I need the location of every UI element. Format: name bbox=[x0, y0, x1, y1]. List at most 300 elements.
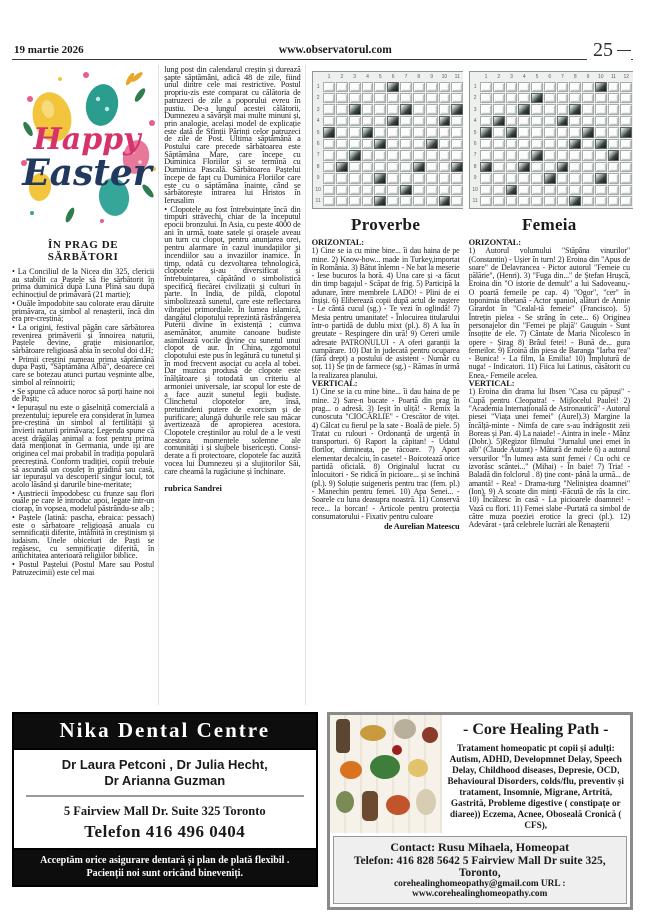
grid-index-number: 5 bbox=[473, 129, 477, 136]
grid-index-number: 4 bbox=[473, 118, 477, 125]
crossword-cell bbox=[336, 93, 348, 103]
crossword-cell bbox=[557, 82, 569, 92]
crossword-cell bbox=[582, 93, 594, 103]
crossword-cell bbox=[426, 150, 438, 160]
crossword-cell bbox=[582, 82, 594, 92]
crossword-cell bbox=[557, 150, 569, 160]
crossword-cell bbox=[595, 173, 607, 183]
grid-index-number: 6 bbox=[548, 74, 552, 80]
crossword-cell bbox=[608, 173, 620, 183]
crossword-cell bbox=[400, 139, 412, 149]
grid-index-number: 10 bbox=[472, 186, 478, 193]
crossword-cell bbox=[493, 173, 505, 183]
grid-index-number: 12 bbox=[623, 74, 629, 80]
crossword-cell bbox=[413, 150, 425, 160]
masthead bbox=[12, 34, 633, 60]
crossword-cell bbox=[349, 162, 361, 172]
crossword-cell bbox=[544, 196, 556, 206]
crossword-title: Femeia bbox=[521, 215, 577, 234]
nika-ad-footer bbox=[14, 850, 316, 885]
crossword-cell bbox=[493, 82, 505, 92]
grid-index-number: 11 bbox=[472, 198, 478, 205]
grid-index-number: 10 bbox=[315, 186, 321, 193]
crossword-cell bbox=[400, 127, 412, 137]
middle-column-text bbox=[164, 66, 300, 475]
crossword-cell bbox=[608, 185, 620, 195]
grid-index-number: 9 bbox=[586, 74, 590, 80]
crossword-cell bbox=[451, 82, 462, 92]
vertical-label: VERTICAL: bbox=[311, 379, 358, 389]
crossword-cell bbox=[439, 185, 451, 195]
crossword-cell bbox=[531, 139, 543, 149]
grid-index-number: 4 bbox=[522, 74, 526, 80]
crossword-cell bbox=[349, 116, 361, 126]
grid-index-number: 2 bbox=[497, 74, 501, 80]
crossword-cell bbox=[336, 104, 348, 114]
crossword-cell bbox=[493, 150, 505, 160]
crossword-cell bbox=[531, 116, 543, 126]
crossword-cell bbox=[374, 82, 386, 92]
crossword-cell bbox=[544, 139, 556, 149]
article-byline: rubrica Sandrei bbox=[164, 483, 222, 494]
grid-index-number: 3 bbox=[316, 106, 320, 113]
crossword-cell bbox=[426, 116, 438, 126]
grid-index-number: 10 bbox=[597, 74, 604, 80]
crossword-cell bbox=[595, 82, 607, 92]
crossword-cell bbox=[374, 150, 386, 160]
crossword-cell bbox=[387, 150, 399, 160]
crossword-cell bbox=[362, 116, 374, 126]
crossword-cell bbox=[349, 185, 361, 195]
crossword-cell bbox=[349, 196, 361, 206]
crossword-cell bbox=[557, 185, 569, 195]
crossword-cell bbox=[323, 104, 335, 114]
crossword-cell bbox=[569, 185, 581, 195]
left-column bbox=[12, 65, 159, 705]
crossword-cell bbox=[451, 127, 462, 137]
orizontal-clues: 1) Autorul volumului "Stăpâna vinurilor" (Constantin) - Ușier în turn! 2) Eroina din "Apus de soare" de Delavrancea - Pictor autorul "Femeie cu pălărie", (Henri). 3) "Fuga din..." de Ștefan Hrușcă, Eroina din "O istorie de demult" a lui Sadoveanu,- O poartă femeile pe cap. 4) "Ogor", "cer" în toponimia tibetană - Actor spaniol, alături de Annie Girardot în "Cealal-tă femeie" (Francisco). 5) Întrețin pielea - Se strâng în cete... 6) Originea personajelor din "Femei pe plajă" Gauguin - Sunt însoțite de ele. 7) Cântate de Maria Nicolesco în opere - Șirag 8) Brâul fetei! - Bună de... gura femeilor. 9) Eroină din piesa de Baranga "Iarba rea" - Bunica! - La film, la Emilia! 10) Împlutură de nuga! - Indicatori. 11) Fiica lui Latinus, căsătorit cu Enea,- Femeile acelea. bbox=[468, 246, 630, 380]
grid-index-number: 1 bbox=[316, 83, 320, 90]
crossword-cell bbox=[413, 104, 425, 114]
crossword-cell bbox=[374, 185, 386, 195]
crossword-cell bbox=[518, 196, 530, 206]
crossword-cell bbox=[480, 93, 492, 103]
crossword-cell bbox=[531, 82, 543, 92]
crossword-cell bbox=[569, 82, 581, 92]
crossword-cell bbox=[544, 185, 556, 195]
crossword-cell bbox=[387, 93, 399, 103]
crossword-cell bbox=[582, 162, 594, 172]
crossword-cell bbox=[493, 93, 505, 103]
crossword-cell bbox=[518, 116, 530, 126]
crossword-cell bbox=[439, 162, 451, 172]
crossword-cell bbox=[493, 185, 505, 195]
crossword-grid-femeia bbox=[469, 71, 633, 209]
paragraph: • Primii creștini numeau prima săptămână dupa Paști, "Săptămâna Albă", deoarece cei care se botezau atunci purtau veșminte albe, simbol al reînnoirii; bbox=[12, 354, 155, 387]
vertical-label: VERTICAL: bbox=[468, 379, 515, 389]
crossword-cell bbox=[518, 173, 530, 183]
crossword-cell bbox=[569, 127, 581, 137]
easter-art-word-happy: Happy bbox=[33, 122, 141, 157]
crossword-cell bbox=[518, 185, 530, 195]
paragraph: • La origini, festival păgân care sărbătorea revenirea primăverii și înnoirea naturii, Paștele devine, grație misionarilor, sărbătoare religioasă abia în secolul doi d.H; bbox=[12, 322, 155, 356]
grid-index-number: 3 bbox=[473, 106, 477, 113]
crossword-cell bbox=[426, 82, 438, 92]
crossword-cell bbox=[557, 93, 569, 103]
core-contact-name: Contact: Rusu Mihaela, Homeopat bbox=[390, 840, 570, 854]
grid-index-number: 5 bbox=[535, 74, 539, 80]
crossword-cell bbox=[362, 93, 374, 103]
paragraph: • La Conciliul de la Nicea din 325, clericii au stabilit ca Paștele să fie sărbătorit în prima duminică după Luna Plină sau după echinocțiul de primăvară (21 martie); bbox=[12, 267, 155, 300]
crossword-cell bbox=[493, 116, 505, 126]
crossword-cell bbox=[451, 116, 462, 126]
crossword-cell bbox=[506, 82, 518, 92]
crossword-cell bbox=[608, 116, 620, 126]
crossword-cell bbox=[518, 127, 530, 137]
crossword-cell bbox=[362, 173, 374, 183]
crossword-cell bbox=[451, 196, 462, 206]
crossword-cell bbox=[595, 93, 607, 103]
crossword-cell bbox=[518, 93, 530, 103]
crossword-cell bbox=[569, 173, 581, 183]
crossword-cell bbox=[480, 173, 492, 183]
page-content bbox=[12, 65, 633, 705]
core-ad-top bbox=[330, 715, 631, 833]
crossword-cell bbox=[336, 162, 348, 172]
crossword-cell bbox=[480, 82, 492, 92]
grid-index-number: 5 bbox=[316, 129, 320, 136]
crossword-cell bbox=[336, 127, 348, 137]
crossword-proverbe bbox=[306, 65, 463, 705]
crossword-cell bbox=[569, 93, 581, 103]
crossword-cell bbox=[582, 185, 594, 195]
crossword-cell bbox=[400, 173, 412, 183]
middle-column bbox=[159, 65, 305, 705]
crossword-cell bbox=[620, 162, 632, 172]
crossword-cell bbox=[531, 173, 543, 183]
crossword-cell bbox=[374, 162, 386, 172]
paragraph: • Iepurașul nu este o găselniță comercială a prezentului: iepurele era considerat în lumea pre-creștină un simbol al fertilității și învierii naturii primăvara; Legenda spune că acest drăgălaș animal a fost pentru prima dată menționat în Germania, unde își are originea cel mai probabil în tradiția populară precreștină. Conform tradiției, copiii trebuie să ascundă un coșuleț în grădină sau casă, iar iepurașul va descoperii singur locul, tot acolo lăsând și darurile bine-meritate; bbox=[12, 402, 155, 489]
grid-index-number: 2 bbox=[316, 95, 320, 102]
grid-index-number: 10 bbox=[441, 74, 448, 80]
crossword-cell bbox=[620, 139, 632, 149]
grid-index-number: 2 bbox=[340, 74, 344, 80]
crossword-cell bbox=[387, 127, 399, 137]
crossword-cell bbox=[480, 104, 492, 114]
vertical-clues: 1) Eroina din drama lui Ibsen "Casa cu păpuși" -Cupă pentru Cleopatra! - Mijlocelul Paulei! 2) "Academia Internațională de Astronautică" - Autorul piesei "Viața unei femei" (Aurel).3) Margine la încălță-minte - Nimfa de care s-au îndrăgostit zeii Boreas și Pan. 4) La naiade! - Aintra in inele - Mânz (Dobr.). 5)Regizor filmului "Jurnalul unei emei în alb" (Claude Autant) - Mătură de nuiele 6) a autorul versurilor "În lumea asta sunt femei / Cu ochi ce izvorăsc scântei..." (Mihai) - În baie! 7) Tria! - Baladă din folclorul . 8) ține cont- până la urmă... de amantă! - Rea! - Drama-turg "Neliniștea doamnei" (Ion). 9) A scoate din minți -Făcută de râs la circ. 10) Încălzesc în casă - La picioarele doamnei! - Vază cu flori. 11) Femei slabe -Purtată ca simbol de către muza poeziei erotice la greci (pl.). 12) Adevărat - țară celebrele lucrări ale Renașterii bbox=[468, 387, 630, 530]
crossword-cell bbox=[413, 93, 425, 103]
crossword-cell bbox=[413, 162, 425, 172]
crossword-cell bbox=[387, 82, 399, 92]
happy-easter-artwork bbox=[12, 65, 159, 233]
crossword-cell bbox=[413, 196, 425, 206]
orizontal-label: ORIZONTAL: bbox=[468, 238, 521, 247]
crossword-cell bbox=[544, 173, 556, 183]
crossword-cell bbox=[400, 93, 412, 103]
paragraph: • Paștele (latină: pascha, ebraica: pessach) este o sărbatoare religioasă anuala cu semnificații diferite, întâlnită în creștinism și iudaism. Unele obiceiuri de Paști se regăsesc, cu semnificație diferită, în antichitatea anterioară religiilor biblice. bbox=[12, 512, 155, 561]
grid-index-number: 1 bbox=[484, 74, 488, 80]
site-url: www.observatorul.com bbox=[278, 44, 392, 56]
crossword-cell bbox=[506, 162, 518, 172]
crossword-cell bbox=[518, 104, 530, 114]
nika-address: 5 Fairview Mall Dr. Suite 325 Toronto bbox=[63, 804, 266, 818]
grid-index-number: 2 bbox=[473, 95, 477, 102]
crossword-cell bbox=[439, 116, 451, 126]
grid-index-number: 3 bbox=[353, 74, 357, 80]
paragraph: • Se spune că aduce noroc să porți haine noi de Paști; bbox=[12, 386, 155, 404]
grid-index-number: 7 bbox=[561, 74, 564, 80]
orizontal-clues: 1) Cine se ia cu mine bine... îi dau haina de pe mine. 2) Know-how... made in Turkey,importat în România. 3) Bătut înlemn - Ne bat la meserie - Iese bucuros la horă. 4) Una care și -a făcut din timp bagajul - Scăpat de frig. 5) Participă la adunare, între membrele LADO! - Plini de ei înșiși. 6) Eliberează copii după actul de naștere - Le cântă cucul (sg.) - Te vezi în oglindă! 7) Mesia pentru umanitate! - Înlocuirea titularului într-o partidă de dublu mixt (pl.). 8) A lua în greutate - Respingere din ură! 9) Cereri umile adresate PATRONULUI - A oferi garanții la cumpărare. 10) Dat în judecată pentru ocuparea (fără drept) a postului de asistent - Număr cu soț. 11) Se țin de farmece (sg.) - Rămas în urmă la realizarea planului. bbox=[311, 246, 460, 380]
crossword-cell bbox=[582, 196, 594, 206]
paragraph: lung post din calendarul creștin și durează șapte săptămâni, adică 48 de zile, fiind unul dintre cele mai restrictive. Postul propriu-zis este comparat cu călătoria de patruzeci de zile a poporului evreu în pustiu. De-a lungul acestei călătorii, Dumnezeu a săvârșit mai multe minuni și, prin analogie, același model de explicație este dată de Sfinții Părinți celor patruzeci de zile de Post. Ultima săptămână a Postului care precede sărbătoarea este Săptămâna Mare, care începe cu Duminica Floriilor și se termină cu Duminica Pascală. Sărbătoarea Paștelui începe de fapt cu Duminica Floriilor care este cu o săptămâna înainte, când se sărbătorește intrarea lui Hristos în Ierusalim bbox=[164, 65, 301, 205]
nika-ad-title: Nika Dental Centre bbox=[14, 714, 316, 748]
crossword-cell bbox=[544, 93, 556, 103]
crossword-cell bbox=[595, 116, 607, 126]
crossword-cell bbox=[569, 162, 581, 172]
crossword-cell bbox=[493, 162, 505, 172]
crossword-cell bbox=[608, 139, 620, 149]
orizontal-label: ORIZONTAL: bbox=[311, 238, 364, 247]
crossword-cell bbox=[506, 185, 518, 195]
grid-index-number bbox=[314, 73, 323, 81]
crossword-cell bbox=[336, 82, 348, 92]
crossword-cell bbox=[544, 82, 556, 92]
crossword-cell bbox=[544, 127, 556, 137]
crossword-cell bbox=[480, 150, 492, 160]
grid-index-number: 7 bbox=[473, 152, 477, 159]
crossword-cell bbox=[531, 162, 543, 172]
crossword-cell bbox=[608, 93, 620, 103]
crossword-cell bbox=[349, 104, 361, 114]
crossword-cell bbox=[387, 104, 399, 114]
crossword-cell bbox=[451, 104, 462, 114]
crossword-cell bbox=[582, 150, 594, 160]
crossword-title: Proverbe bbox=[351, 215, 421, 234]
crossword-cell bbox=[374, 127, 386, 137]
crossword-cell bbox=[323, 93, 335, 103]
crossword-cell bbox=[426, 127, 438, 137]
crossword-cell bbox=[557, 173, 569, 183]
crossword-cell bbox=[620, 93, 632, 103]
crossword-cell bbox=[336, 139, 348, 149]
crossword-cell bbox=[387, 116, 399, 126]
core-ad-text bbox=[442, 715, 631, 833]
paragraph: • Ouăle împodobite sau colorate erau dăruite primăvara, ca simbol al renașterii, încă din era pre-creștină; bbox=[12, 298, 155, 324]
crossword-cell bbox=[413, 82, 425, 92]
page-number: 25 bbox=[587, 39, 631, 62]
crossword-cell bbox=[506, 173, 518, 183]
crossword-cell bbox=[374, 116, 386, 126]
grid-index-number: 3 bbox=[510, 74, 513, 80]
crossword-cell bbox=[480, 162, 492, 172]
grid-index-number: 4 bbox=[316, 118, 320, 125]
crossword-cell bbox=[608, 82, 620, 92]
crossword-cell bbox=[336, 173, 348, 183]
grid-index-number: 11 bbox=[610, 74, 617, 80]
crossword-cell bbox=[362, 150, 374, 160]
crossword-cell bbox=[400, 162, 412, 172]
crossword-cell bbox=[595, 150, 607, 160]
crossword-cell bbox=[620, 196, 632, 206]
crossword-cell bbox=[544, 150, 556, 160]
nika-phone: Telefon 416 496 0404 bbox=[84, 822, 246, 841]
crossword-cell bbox=[374, 93, 386, 103]
crossword-cell bbox=[336, 196, 348, 206]
crossword-cell bbox=[544, 162, 556, 172]
crossword-cell bbox=[426, 139, 438, 149]
crossword-cell bbox=[400, 185, 412, 195]
crossword-cell bbox=[387, 173, 399, 183]
crossword-cell bbox=[323, 162, 335, 172]
crossword-cell bbox=[620, 185, 632, 195]
grid-index-number: 6 bbox=[391, 74, 395, 80]
crossword-cell bbox=[493, 127, 505, 137]
crossword-cell bbox=[323, 173, 335, 183]
grid-index-number: 11 bbox=[454, 74, 460, 80]
crossword-cell bbox=[451, 162, 462, 172]
crossword-cell bbox=[349, 173, 361, 183]
core-contact-email: corehealinghomeopathy@gmail.com URL : www.corehealinghomeopathy.com bbox=[394, 879, 566, 899]
grid-index-number: 8 bbox=[316, 163, 320, 170]
crossword-cell bbox=[387, 185, 399, 195]
easter-eggs-illustration bbox=[12, 65, 159, 233]
grid-index-number: 9 bbox=[316, 175, 320, 182]
crossword-cell bbox=[400, 196, 412, 206]
crossword-cell bbox=[506, 139, 518, 149]
nika-dental-ad bbox=[12, 712, 318, 887]
crossword-cell bbox=[374, 139, 386, 149]
crossword-cell bbox=[439, 196, 451, 206]
crossword-cell bbox=[506, 127, 518, 137]
crossword-cell bbox=[362, 139, 374, 149]
crossword-cell bbox=[413, 185, 425, 195]
core-healing-ad bbox=[327, 712, 634, 910]
crossword-cell bbox=[531, 93, 543, 103]
grid-index-number: 6 bbox=[473, 140, 477, 147]
crossword-cell bbox=[323, 196, 335, 206]
crossword-cell bbox=[518, 82, 530, 92]
crossword-cell bbox=[480, 196, 492, 206]
crossword-cell bbox=[374, 196, 386, 206]
crossword-cell bbox=[374, 173, 386, 183]
crossword-cell bbox=[608, 150, 620, 160]
crossword-cell bbox=[426, 173, 438, 183]
crossword-cell bbox=[620, 104, 632, 114]
crossword-cell bbox=[620, 173, 632, 183]
crossword-cell bbox=[480, 139, 492, 149]
crossword-cell bbox=[336, 185, 348, 195]
crossword-cell bbox=[506, 93, 518, 103]
crossword-cell bbox=[362, 162, 374, 172]
grid-index-number: 1 bbox=[327, 74, 331, 80]
crossword-cell bbox=[480, 185, 492, 195]
grid-index-number: 5 bbox=[378, 74, 382, 80]
crossword-cell bbox=[557, 127, 569, 137]
crossword-cell bbox=[480, 127, 492, 137]
crossword-cell bbox=[531, 196, 543, 206]
crossword-cell bbox=[362, 185, 374, 195]
crossword-cell bbox=[323, 185, 335, 195]
crossword-femeia bbox=[463, 65, 633, 705]
crossword-cell bbox=[400, 116, 412, 126]
crossword-cell bbox=[493, 139, 505, 149]
crossword-cell bbox=[595, 104, 607, 114]
crossword-cell bbox=[400, 82, 412, 92]
crossword-cell bbox=[569, 196, 581, 206]
crossword-cell bbox=[323, 116, 335, 126]
crossword-cell bbox=[595, 196, 607, 206]
crossword-cell bbox=[544, 104, 556, 114]
crossword-cell bbox=[531, 150, 543, 160]
crossword-cell bbox=[557, 162, 569, 172]
crossword-cell bbox=[620, 82, 632, 92]
crossword-cell bbox=[400, 150, 412, 160]
crossword-cell bbox=[439, 150, 451, 160]
crossword-cell bbox=[323, 127, 335, 137]
divider bbox=[26, 795, 304, 797]
crossword-cell bbox=[426, 196, 438, 206]
crossword-cell bbox=[426, 93, 438, 103]
grid-index-number: 6 bbox=[316, 140, 320, 147]
crossword-cell bbox=[451, 150, 462, 160]
grid-index-number: 7 bbox=[316, 152, 320, 159]
crossword-cell bbox=[582, 173, 594, 183]
paragraph: • Postul Paștelui (Postul Mare sau Postul Patruzecimii) este cel mai bbox=[12, 560, 155, 577]
crossword-cell bbox=[426, 104, 438, 114]
crossword-clues bbox=[469, 239, 630, 529]
crossword-cell bbox=[349, 150, 361, 160]
crossword-cell bbox=[439, 93, 451, 103]
grid-index-number: 8 bbox=[473, 163, 477, 170]
crossword-clues bbox=[312, 239, 460, 531]
crossword-cell bbox=[323, 139, 335, 149]
crossword-cell bbox=[595, 139, 607, 149]
crossword-cell bbox=[336, 116, 348, 126]
crossword-cell bbox=[426, 185, 438, 195]
grid-index-number: 9 bbox=[430, 74, 433, 80]
grid-index-number: 8 bbox=[417, 74, 421, 80]
nika-footer-line2: Pacienții noi sunt oricând bineveniți. bbox=[86, 868, 243, 879]
grid-index-number: 8 bbox=[573, 74, 577, 80]
crossword-author: de Aurelian Mateescu bbox=[384, 522, 460, 532]
crossword-cell bbox=[480, 116, 492, 126]
crossword-cell bbox=[569, 116, 581, 126]
crossword-cell bbox=[557, 116, 569, 126]
crossword-cell bbox=[439, 139, 451, 149]
crossword-grid-proverbe bbox=[312, 71, 463, 209]
crossword-cell bbox=[349, 93, 361, 103]
crossword-cell bbox=[582, 139, 594, 149]
crossword-cell bbox=[362, 82, 374, 92]
crossword-cell bbox=[506, 150, 518, 160]
advertisements bbox=[12, 712, 633, 910]
grid-index-number: 7 bbox=[404, 74, 408, 80]
nika-footer-line1: Acceptăm orice asigurare dentară și plan de plată flexibil . bbox=[40, 855, 290, 866]
crossword-cell bbox=[620, 150, 632, 160]
crossword-cell bbox=[620, 127, 632, 137]
core-contact-phone: Telefon: 416 828 5642 5 Fairview Mall Dr suite 325, Toronto, bbox=[353, 855, 606, 879]
crossword-cell bbox=[518, 150, 530, 160]
crossword-cell bbox=[582, 127, 594, 137]
crossword-cell bbox=[439, 82, 451, 92]
crossword-cell bbox=[336, 150, 348, 160]
crossword-cell bbox=[531, 104, 543, 114]
paragraph: • Clopotele au fost întrebuințate încă din timpuri străvechi, chiar de la începutul epocii bronzului. În Asia, cu peste 4000 de ani în urmă, toate satele și orașele aveau un turn cu clopot, pentru anunțarea orei, pentru alarmare în cazul inundațiilor și incendiilor sau a invaziilor inamice. În timp, odată cu dezvoltarea tehnologică, clopotele și-au diversificat și întrebuințarea, căpătând o simbolistică specifică fiecărei civilizații și culturi în parte. În India, de pildă, clopotul simbolizează sunetul, care este reflectarea vibrației primordiale. În lumea islamică, dangătul clopotului reprezintă răsfrângerea Puterii divine în existență ; cumva asemănător, anumite canoane budiste asimilează vocile divine cu sunetul unui clopot de aur. În China, zgomotul clopotului este pus în legătură cu tunetul și în mod frecvent asociat cu acela al tobei. Dar muzica produsă de clopote este înălțătoare și totodată un criteriu al armoniei universale, iar scopul lor este de a face auzit sunetul legii budiste. Clinchetul clopotelor are, însă, pretutindeni putere de exorcism și de purificare; alungă duhurile rele sau măcar avertizează de apropierea acestora. Clopotele creștinilor au rolul de a le vesti acestora momentele solemne ale comunități i și slujbele bisericești. Consi-derate a fi protectoare, clopotele fac auzită vocea lui Dumnezeu și a slujitorilor Săi, care cheamă la rugăciune și închinare. bbox=[164, 204, 301, 476]
crossword-cell bbox=[439, 104, 451, 114]
grid-index-number bbox=[471, 73, 480, 81]
crossword-cell bbox=[569, 139, 581, 149]
crossword-cell bbox=[362, 104, 374, 114]
